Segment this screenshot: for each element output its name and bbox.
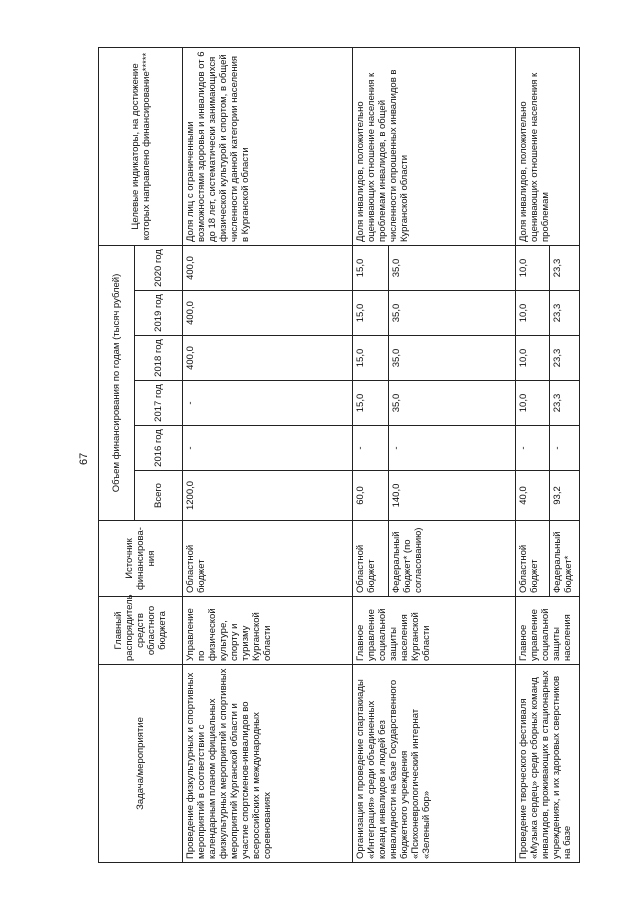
row3-distributor: Главное управление социальной защиты населения xyxy=(516,597,580,665)
row3-2017-2: 23,3 xyxy=(549,381,579,426)
row2-total1: 60,0 xyxy=(352,471,388,521)
row3-total2: 93,2 xyxy=(549,471,579,521)
header-task: Задача/мероприятие xyxy=(99,665,183,863)
row2-2019-2: 35,0 xyxy=(388,291,515,336)
header-2018: 2018 год xyxy=(135,336,183,381)
row1-2016: - xyxy=(183,426,353,471)
header-distributor: Главный распорядитель средств областного бюджета xyxy=(99,597,183,665)
row2-indicator: Доля инвалидов, положительно оценивающих отношение населения к проблемам инвалидов, в общей численности опрошенных инвалидов в Курганской области xyxy=(352,48,515,246)
row2-2020-2: 35,0 xyxy=(388,246,515,291)
row3-indicator: Доля инвалидов, положительно оценивающих отношение населения к проблемам xyxy=(516,48,580,246)
header-indicators: Целевые индикаторы, на достижение которых направлено финансирование***** xyxy=(99,48,183,246)
row2-source1: Областной бюджет xyxy=(352,521,388,597)
row2-2017-1: 15,0 xyxy=(352,381,388,426)
table-row xyxy=(352,48,388,863)
row1-2017: - xyxy=(183,381,353,426)
row3-2020-1: 10,0 xyxy=(516,246,550,291)
row3-2016-1: - xyxy=(516,426,550,471)
row2-source2: Федеральный бюджет* (по согласованию) xyxy=(388,521,515,597)
row2-2020-1: 15,0 xyxy=(352,246,388,291)
row2-2019-1: 15,0 xyxy=(352,291,388,336)
row2-2016-2: - xyxy=(388,426,515,471)
row3-task: Проведение творческого фестиваля «Музыка сердец» среди сборных команд инвалидов, проживающих в стационарных учреждениях, и их здоровых сверстников на базе xyxy=(516,665,580,863)
header-2016: 2016 год xyxy=(135,426,183,471)
row3-2016-2: - xyxy=(549,426,579,471)
header-2019: 2019 год xyxy=(135,291,183,336)
row3-source2: Федеральный бюджет* xyxy=(549,521,579,597)
row3-2020-2: 23,3 xyxy=(549,246,579,291)
header-2017: 2017 год xyxy=(135,381,183,426)
row2-2016-1: - xyxy=(352,426,388,471)
row1-total: 1200,0 xyxy=(183,471,353,521)
row1-2019: 400,0 xyxy=(183,291,353,336)
row2-2018-2: 35,0 xyxy=(388,336,515,381)
header-total: Всего xyxy=(135,471,183,521)
row1-task: Проведение физкультурных и спортивных мероприятий в соответствии с календарным планом официальных физкультурных мероприятий и спортивных мероприятий Курганской области и участие спортсменов-инвалидов во всероссийских и международных соревнованиях xyxy=(183,665,353,863)
table-row xyxy=(183,48,353,863)
header-volume: Объем финансирования по годам (тысяч рублей) xyxy=(99,246,135,521)
header-2020: 2020 год xyxy=(135,246,183,291)
row3-2019-2: 23,3 xyxy=(549,291,579,336)
table-row xyxy=(516,48,550,863)
row1-2020: 400,0 xyxy=(183,246,353,291)
row2-2017-2: 35,0 xyxy=(388,381,515,426)
header-source: Источник финансирова-ния xyxy=(99,521,183,597)
row3-source1: Областной бюджет xyxy=(516,521,550,597)
row2-total2: 140,0 xyxy=(388,471,515,521)
row1-source: Областной бюджет xyxy=(183,521,353,597)
financing-table xyxy=(98,47,580,863)
row3-2018-1: 10,0 xyxy=(516,336,550,381)
row1-indicator: Доля лиц с ограниченными возможностями здоровья и инвалидов от 6 до 18 лет, систематически занимающихся физической культурой и спортом, в общей численности данной категории населения в Курганской области xyxy=(183,48,353,246)
row1-2018: 400,0 xyxy=(183,336,353,381)
row3-total1: 40,0 xyxy=(516,471,550,521)
row3-2018-2: 23,3 xyxy=(549,336,579,381)
row1-distributor: Управление по физической культуре, спорту и туризму Курганской области xyxy=(183,597,353,665)
row3-2017-1: 10,0 xyxy=(516,381,550,426)
row3-2019-1: 10,0 xyxy=(516,291,550,336)
row2-task: Организация и проведение спартакиады «Интеграция» среди объединенных команд инвалидов и людей без инвалидности на базе Государственного бюджетного учреждения «Психоневрологический интернат «Зеленый бор» xyxy=(352,665,515,863)
page-number: 67 xyxy=(78,452,90,465)
row2-2018-1: 15,0 xyxy=(352,336,388,381)
row2-distributor: Главное управление социальной защиты населения Курганской области xyxy=(352,597,515,665)
